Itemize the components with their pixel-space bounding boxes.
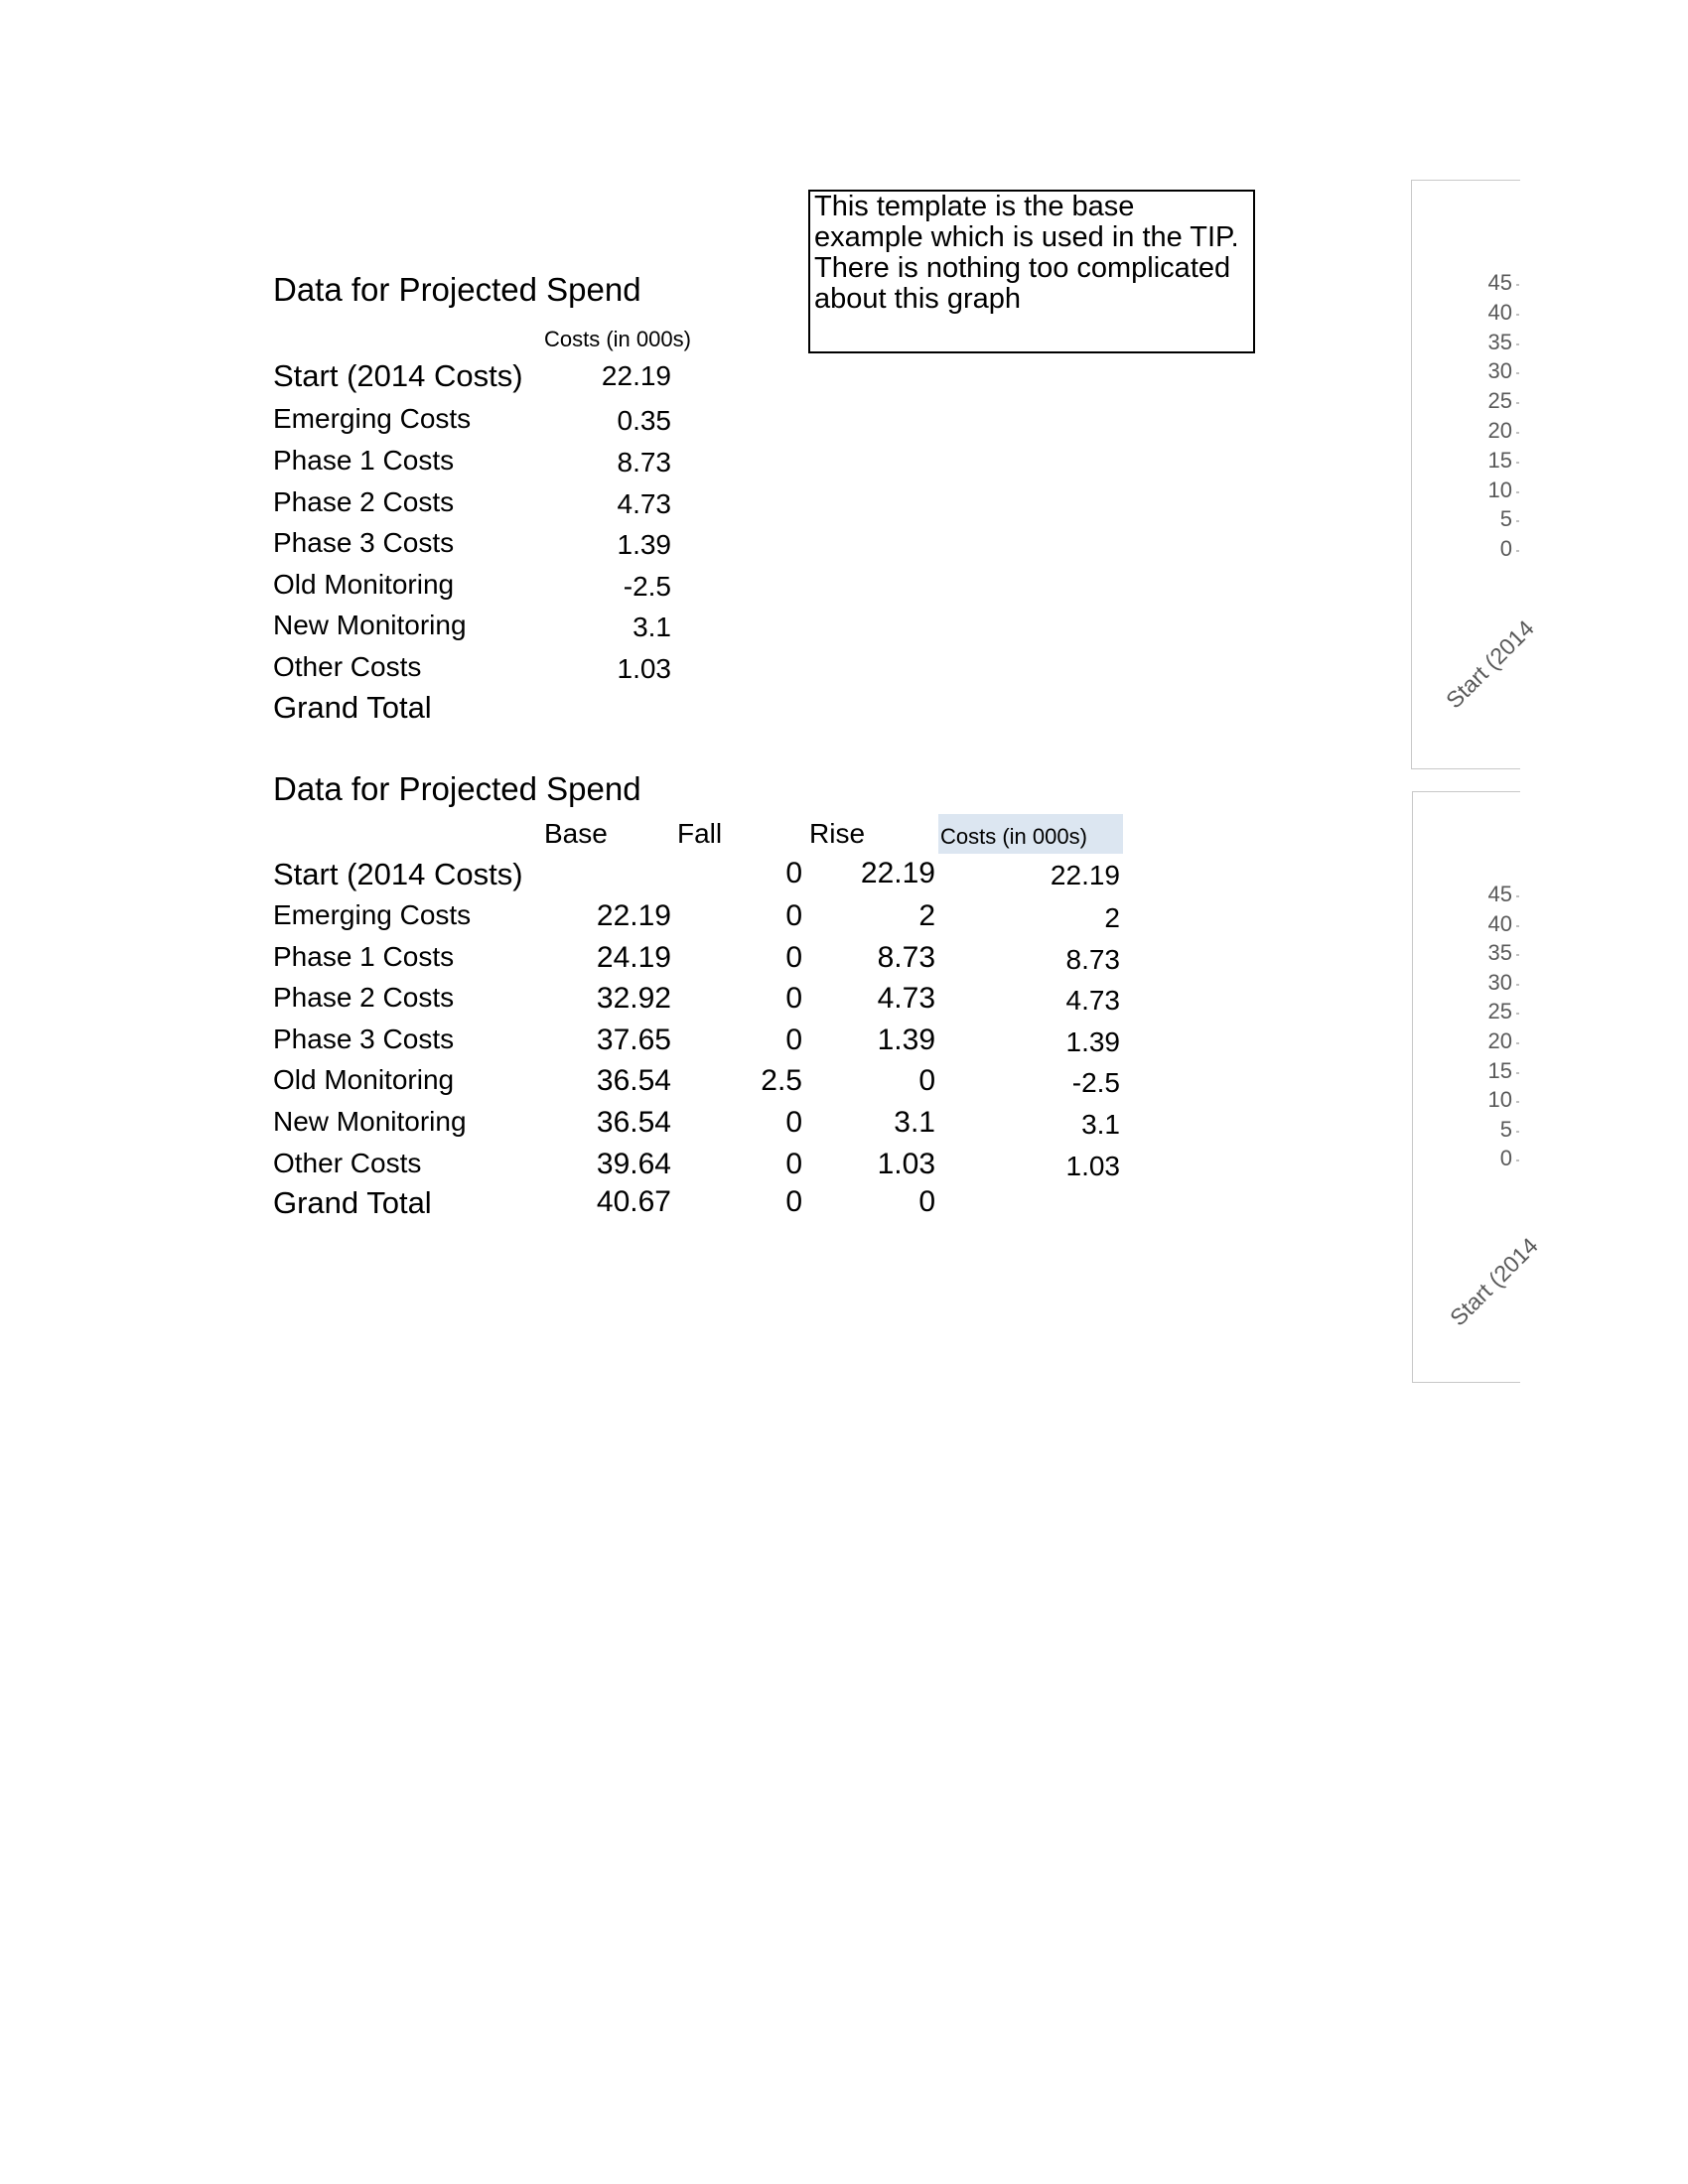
y-tick-mark <box>1516 491 1519 493</box>
table2-cell-base: 32.92 <box>596 982 671 1015</box>
table1-row-label: Grand Total <box>273 690 432 725</box>
table2-cell-costs: 2 <box>1104 902 1120 933</box>
y-tick-mark <box>1516 1013 1519 1015</box>
y-tick-label: 15 <box>1487 447 1512 473</box>
table2-header-rise: Rise <box>809 818 866 849</box>
table1-row-label: Old Monitoring <box>273 569 455 600</box>
y-tick-mark <box>1516 1160 1519 1161</box>
table2-cell-fall: 0 <box>785 1148 802 1180</box>
template-note: This template is the base example which is used in the TIP. There is nothing too complicated about this graph <box>808 190 1255 353</box>
y-tick-label: 10 <box>1487 1087 1512 1113</box>
table2-cell-fall: 0 <box>785 1106 802 1139</box>
table1-row-value: -2.5 <box>623 571 671 602</box>
table2-cell-base: 39.64 <box>596 1148 671 1180</box>
y-tick-mark <box>1516 954 1519 956</box>
table1-row-label: Other Costs <box>273 651 422 682</box>
table2-header-fall: Fall <box>677 818 723 849</box>
y-tick-label: 45 <box>1487 882 1512 906</box>
table1-row-label: Phase 2 Costs <box>273 486 455 517</box>
table2-cell-fall: 0 <box>785 941 802 974</box>
table2-cell-costs: 22.19 <box>1050 860 1120 890</box>
table2-cell-base: 24.19 <box>596 941 671 974</box>
table1-row-label: Start (2014 Costs) <box>273 358 523 393</box>
table2-cell-fall: 0 <box>785 857 802 889</box>
y-tick-mark <box>1516 520 1519 522</box>
table2-cell-costs: 1.03 <box>1065 1151 1120 1181</box>
y-tick-mark <box>1516 895 1519 897</box>
y-tick-label: 30 <box>1487 358 1512 384</box>
y-tick-label: 35 <box>1487 940 1512 966</box>
y-tick-label: 40 <box>1487 910 1512 936</box>
table1-row-value: 22.19 <box>601 360 671 391</box>
table2-cell-rise: 2 <box>918 899 935 932</box>
y-tick-label: 25 <box>1487 388 1512 414</box>
y-tick-mark <box>1516 1072 1519 1074</box>
table2-title: Data for Projected Spend <box>273 770 641 807</box>
y-tick-mark <box>1516 550 1519 552</box>
y-tick-mark <box>1516 1101 1519 1103</box>
table2-row-label: Phase 1 Costs <box>273 941 455 972</box>
table2-cell-base: 36.54 <box>596 1106 671 1139</box>
table1-row-label: Phase 1 Costs <box>273 445 455 476</box>
y-tick-mark <box>1516 284 1519 286</box>
table2-cell-fall: 0 <box>785 1024 802 1056</box>
table1-row-label: Emerging Costs <box>273 403 472 434</box>
y-tick-label: 45 <box>1487 270 1512 295</box>
table2-row-label: Phase 2 Costs <box>273 982 455 1013</box>
table1-row-value: 3.1 <box>633 612 671 642</box>
table2-cell-rise: 3.1 <box>894 1106 935 1139</box>
table2-cell-costs: 4.73 <box>1065 985 1120 1016</box>
table2-cell-costs: 8.73 <box>1065 944 1120 975</box>
y-tick-mark <box>1516 372 1519 374</box>
y-tick-label: 0 <box>1499 536 1512 562</box>
y-tick-label: 5 <box>1499 506 1512 532</box>
table2-cell-base: 36.54 <box>596 1064 671 1097</box>
table2-cell-rise: 1.03 <box>877 1148 935 1180</box>
y-tick-mark <box>1516 314 1519 316</box>
y-tick-label: 5 <box>1499 1116 1512 1142</box>
y-tick-label: 15 <box>1487 1057 1512 1083</box>
table1-row-value: 1.39 <box>617 529 671 560</box>
y-tick-label: 20 <box>1487 1028 1512 1053</box>
table2-row-label: Start (2014 Costs) <box>273 857 523 891</box>
y-tick-mark <box>1516 402 1519 404</box>
table2-cell-rise: 1.39 <box>877 1024 935 1056</box>
chart1-x-label: Start (2014 <box>1441 614 1539 714</box>
table2-cell-rise: 22.19 <box>860 857 935 889</box>
table1-row-value: 1.03 <box>617 653 671 684</box>
y-tick-mark <box>1516 462 1519 464</box>
table2-row-label: Phase 3 Costs <box>273 1024 455 1054</box>
table2-cell-rise: 0 <box>918 1185 935 1218</box>
y-tick-label: 30 <box>1487 969 1512 995</box>
y-tick-label: 25 <box>1487 999 1512 1024</box>
chart2-x-label: Start (2014 <box>1445 1232 1543 1331</box>
y-tick-mark <box>1516 925 1519 927</box>
y-tick-label: 20 <box>1487 418 1512 443</box>
table2-cell-fall: 0 <box>785 1185 802 1218</box>
y-tick-label: 0 <box>1499 1146 1512 1171</box>
y-tick-label: 35 <box>1487 329 1512 354</box>
table2-header-base: Base <box>544 818 608 849</box>
table1-row-value: 4.73 <box>617 488 671 519</box>
table2-cell-rise: 4.73 <box>877 982 935 1015</box>
table2-cell-rise: 8.73 <box>877 941 935 974</box>
table1-row-value: 0.35 <box>617 405 671 436</box>
table1-row-label: Phase 3 Costs <box>273 527 455 558</box>
table1-column-header: Costs (in 000s) <box>544 327 691 351</box>
table2-cell-base: 40.67 <box>596 1185 671 1218</box>
y-tick-mark <box>1516 1042 1519 1044</box>
table2-cell-base: 22.19 <box>596 899 671 932</box>
y-tick-mark <box>1516 984 1519 986</box>
table2-cell-rise: 0 <box>918 1064 935 1097</box>
y-tick-mark <box>1516 1131 1519 1133</box>
table1-title: Data for Projected Spend <box>273 271 641 308</box>
table2-cell-base: 37.65 <box>596 1024 671 1056</box>
table2-cell-costs: 3.1 <box>1081 1109 1120 1140</box>
table2-row-label: Grand Total <box>273 1185 432 1220</box>
y-tick-mark <box>1516 432 1519 434</box>
table2-row-label: Emerging Costs <box>273 899 472 930</box>
table2-cell-costs: 1.39 <box>1065 1026 1120 1057</box>
table2-cell-fall: 0 <box>785 982 802 1015</box>
table2-header-costs: Costs (in 000s) <box>938 814 1123 854</box>
table1-row-value: 8.73 <box>617 447 671 478</box>
table2-cell-costs: -2.5 <box>1071 1067 1120 1098</box>
table2-cell-fall: 2.5 <box>761 1064 802 1097</box>
y-tick-mark <box>1516 343 1519 345</box>
y-tick-label: 10 <box>1487 477 1512 502</box>
table1-row-label: New Monitoring <box>273 610 467 640</box>
table2-row-label: Other Costs <box>273 1148 422 1178</box>
table2-cell-fall: 0 <box>785 899 802 932</box>
table2-row-label: Old Monitoring <box>273 1064 455 1095</box>
y-tick-label: 40 <box>1487 299 1512 325</box>
table2-row-label: New Monitoring <box>273 1106 467 1137</box>
